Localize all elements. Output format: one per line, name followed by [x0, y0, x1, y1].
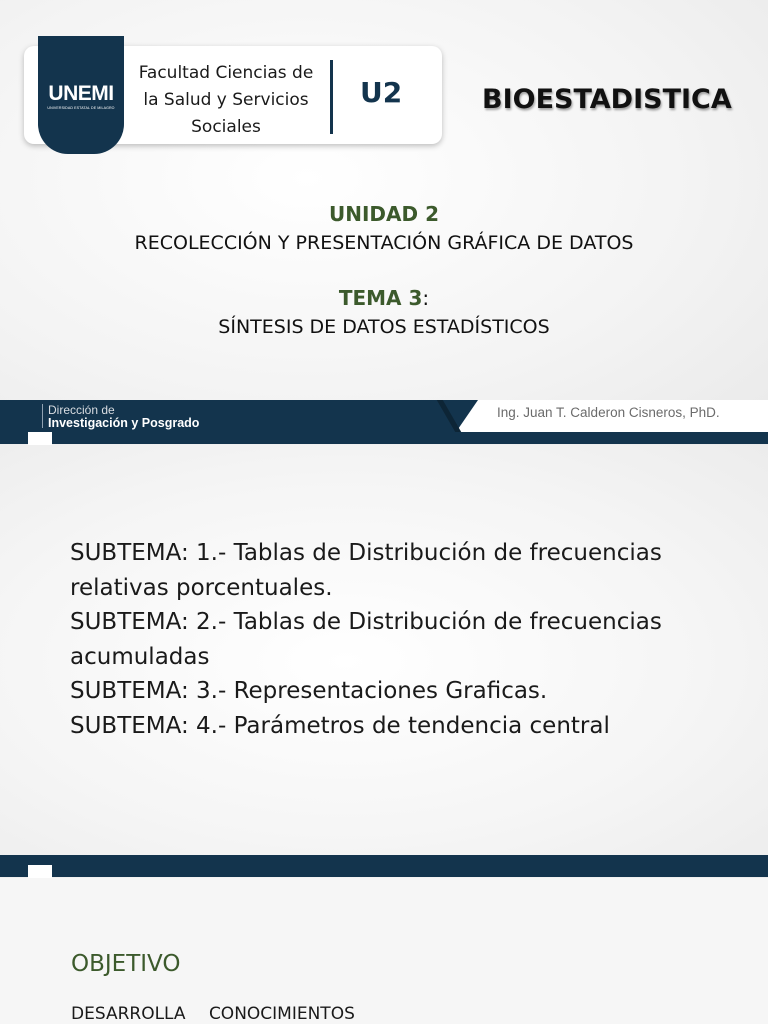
logo-text: UNEMI: [48, 82, 114, 105]
subtopic-line: SUBTEMA: 3.- Representaciones Graficas.: [70, 678, 548, 704]
unit-code: U2: [360, 76, 403, 109]
faculty-name: [126, 60, 326, 141]
faculty-line: la Salud y Servicios: [143, 90, 309, 110]
footer-band-lower: [0, 432, 768, 444]
department-line2: Investigación y Posgrado: [48, 416, 200, 430]
subtopic-line: SUBTEMA: 4.- Parámetros de tendencia central: [70, 712, 610, 739]
author-name: Ing. Juan T. Calderon Cisneros, PhD.: [497, 405, 720, 420]
objective-text: DESARROLLA CONOCIMIENTOS: [71, 1004, 355, 1024]
faculty-line: Facultad Ciencias de: [138, 63, 314, 83]
subtopic-line: acumuladas: [70, 643, 210, 670]
objective-title: OBJETIVO: [71, 951, 181, 977]
subtopic-line: relativas porcentuales.: [70, 574, 333, 601]
subtopics-list: [70, 536, 710, 743]
topic-colon: :: [422, 286, 430, 310]
slide2-footer-notch: [28, 865, 52, 878]
footer-notch: [28, 432, 52, 445]
topic-label: [0, 286, 768, 310]
slide2-footer-band: [0, 855, 768, 877]
footer-slant: [456, 400, 478, 432]
footer-separator: [42, 404, 43, 428]
topic-label-text: TEMA 3: [338, 286, 423, 310]
department-line1: Dirección de: [48, 403, 115, 417]
unit-label: UNIDAD 2: [329, 202, 439, 226]
topic-description: SÍNTESIS DE DATOS ESTADÍSTICOS: [218, 316, 550, 338]
subtopic-line: SUBTEMA: 1.- Tablas de Distribución de frecuencias: [70, 540, 662, 566]
header-divider: [330, 60, 333, 134]
unemi-logo: [38, 36, 124, 154]
logo-subtext: UNIVERSIDAD ESTATAL DE MILAGRO: [47, 106, 115, 110]
course-title: BIOESTADISTICA: [482, 84, 732, 115]
faculty-line: Sociales: [191, 117, 261, 137]
subtopic-line: SUBTEMA: 2.- Tablas de Distribución de frecuencias: [70, 609, 662, 635]
unit-description: RECOLECCIÓN Y PRESENTACIÓN GRÁFICA DE DATOS: [134, 232, 634, 254]
